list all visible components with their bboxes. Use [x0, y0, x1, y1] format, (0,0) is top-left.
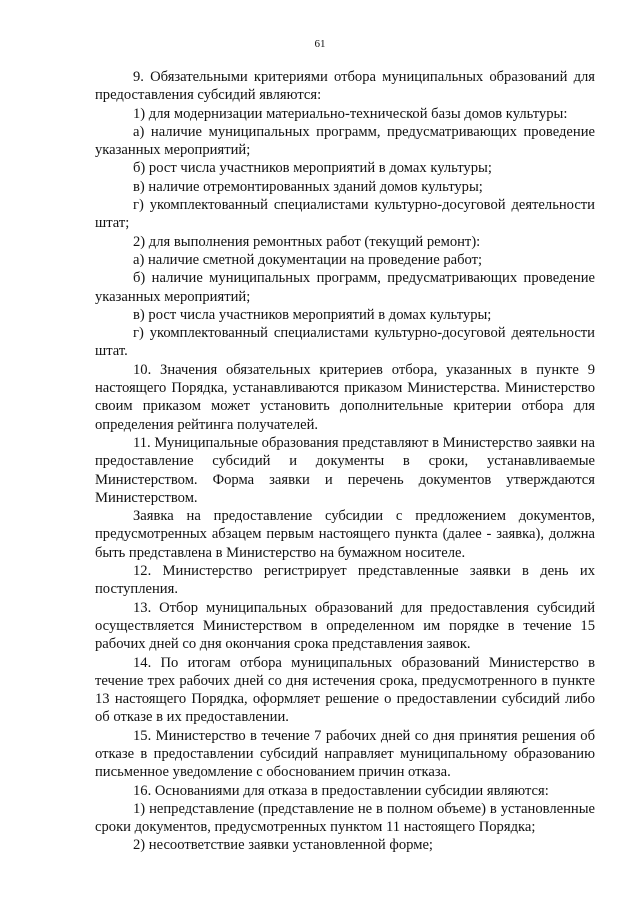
paragraph: 15. Министерство в течение 7 рабочих дней со дня принятия решения об отказе в предоставлении субсидий направляет муниципальному образованию письменное уведомление с обоснованием причин отказа.: [95, 727, 595, 781]
paragraph: г) укомплектованный специалистами культурно-досуговой деятельности штат.: [95, 325, 595, 360]
paragraph: 10. Значения обязательных критериев отбора, указанных в пункте 9 настоящего Порядка, устанавливаются приказом Министерства. Министерство своим приказом может установить дополнительные критерии отбора для определения рейтинга получателей.: [95, 361, 595, 433]
paragraph: 1) непредставление (представление не в полном объеме) в установленные сроки документов, предусмотренных пунктом 11 настоящего Порядка;: [95, 800, 595, 836]
paragraph: 1) для модернизации материально-технической базы домов культуры:: [133, 105, 568, 122]
paragraph: а) наличие муниципальных программ, предусматривающих проведение указанных мероприятий;: [95, 123, 595, 159]
paragraph: а) наличие сметной документации на проведение работ;: [133, 251, 483, 268]
paragraph: в) наличие отремонтированных зданий домов культуры;: [133, 178, 483, 195]
paragraph: в) рост числа участников мероприятий в домах культуры;: [133, 306, 492, 323]
paragraph: б) наличие муниципальных программ, предусматривающих проведение указанных мероприятий;: [95, 270, 595, 305]
document-body: [95, 68, 595, 855]
paragraph: 14. По итогам отбора муниципальных образований Министерство в течение трех рабочих дней со дня истечения срока, предусмотренного в пункте 13 настоящего Порядка, оформляет решение о предоставлении субсидий либо об отказе в их предоставлении.: [95, 654, 595, 726]
paragraph: 2) несоответствие заявки установленной форме;: [133, 837, 433, 854]
paragraph: б) рост числа участников мероприятий в домах культуры;: [133, 160, 492, 177]
paragraph: 13. Отбор муниципальных образований для предоставления субсидий осуществляется Министерством в определенном им порядке в течение 15 рабочих дней со дня окончания срока представления заявок.: [95, 599, 595, 653]
paragraph: г) укомплектованный специалистами культурно-досуговой деятельности штат;: [95, 197, 595, 232]
paragraph: 9. Обязательными критериями отбора муниципальных образований для предоставления субсидий являются:: [95, 69, 595, 104]
paragraph: Заявка на предоставление субсидии с предложением документов, предусмотренных абзацем первым настоящего пункта (далее - заявка), должна быть представлена в Министерство на бумажном носителе.: [95, 508, 595, 561]
paragraph: 2) для выполнения ремонтных работ (текущий ремонт):: [133, 233, 481, 250]
paragraph: 11. Муниципальные образования представляют в Министерство заявки на предоставление субсидий и документы в сроки, устанавливаемые Министерством. Форма заявки и перечень документов утверждаются Министерством.: [95, 434, 595, 506]
page-number: 61: [314, 38, 326, 50]
paragraph: 12. Министерство регистрирует представленные заявки в день их поступления.: [95, 563, 595, 598]
paragraph: 16. Основаниями для отказа в предоставлении субсидии являются:: [133, 782, 549, 799]
